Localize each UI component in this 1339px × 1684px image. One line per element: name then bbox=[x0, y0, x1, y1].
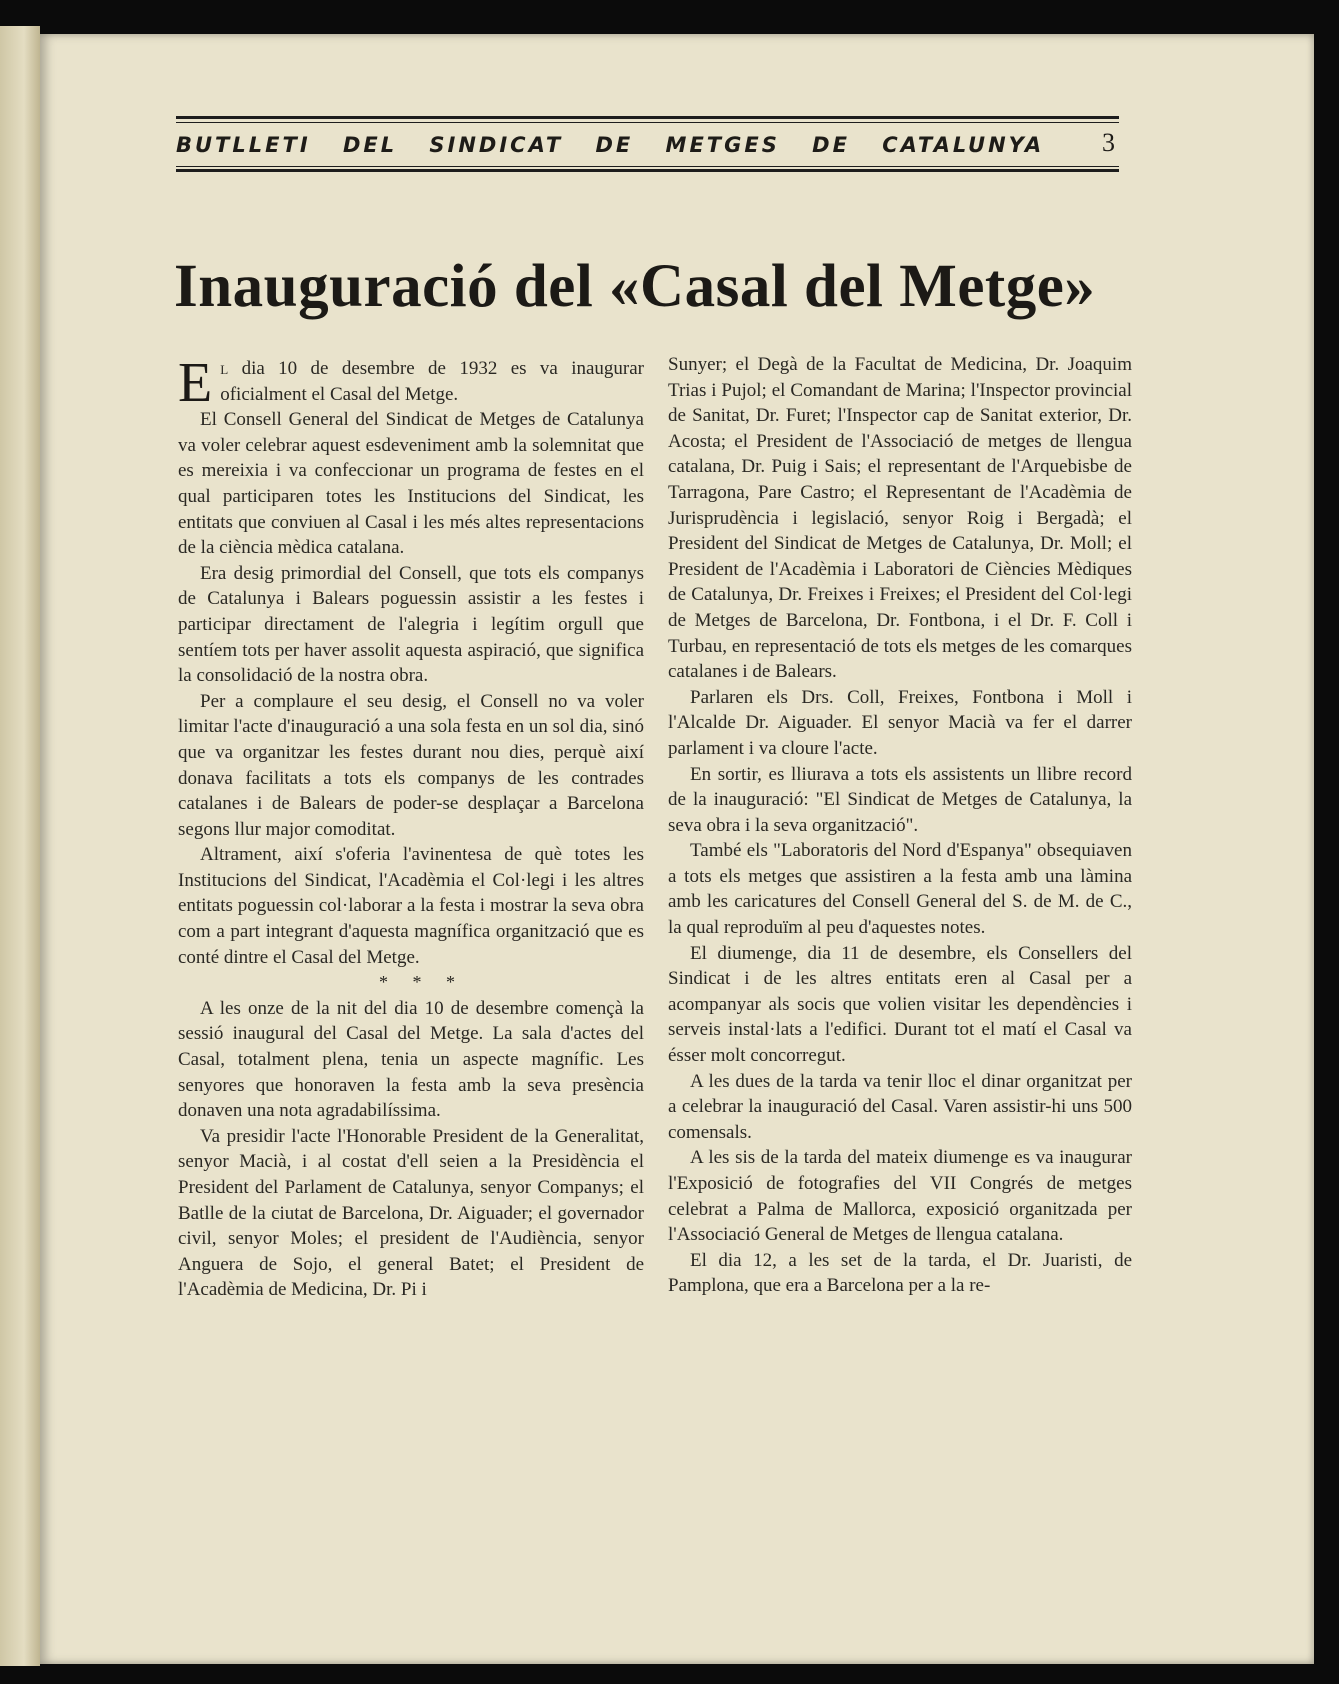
running-header bbox=[176, 116, 1119, 174]
section-separator: * * * bbox=[379, 972, 465, 993]
paragraph-text: dia 10 de desembre de 1932 es va inaugurar oficialment el Casal del Metge. bbox=[220, 358, 645, 405]
page-number: 3 bbox=[1102, 128, 1115, 157]
paragraph: El Consell General del Sindicat de Metges de Catalunya va voler celebrar aquest esdeveniment amb la solemnitat que es mereixia i va confeccionar un programa de festes en el qual participaren totes les Institucions del Sindicat, les entitats que conviuen al Casal i les més altes representacions de la ciència mèdica catalana. bbox=[178, 409, 644, 559]
text-column-left bbox=[178, 352, 645, 1303]
paragraph: Per a complaure el seu desig, el Consell no va voler limitar l'acte d'inauguració a una sola festa en un sol dia, sinó que va organitzar les festes durant nou dies, perquè així donava facilitats a tots els companys de les contrades catalanes i de Balears de poder-se desplaçar a Barcelona segons llur major comoditat. bbox=[178, 690, 644, 840]
journal-title: BUTLLETI DEL SINDICAT DE METGES DE CATALUNYA bbox=[176, 133, 1045, 157]
paragraph: A les onze de la nit del dia 10 de desembre començà la sessió inaugural del Casal del Metge. La sala d'actes del Casal, totalment plena, tenia un aspecte magnífic. Les senyores que honoraven la festa amb la seva presència donaven una nota agradabilíssima. bbox=[178, 997, 644, 1122]
paragraph: El dia 12, a les set de la tarda, el Dr. Juaristi, de Pamplona, que era a Barcelona per a la re- bbox=[668, 1249, 1132, 1297]
paragraph bbox=[178, 352, 645, 414]
paragraph: A les dues de la tarda va tenir lloc el dinar organitzat per a celebrar la inauguració del Casal. Varen assistir-hi uns 500 comensals. bbox=[668, 1070, 1132, 1143]
header-rule bbox=[176, 122, 1119, 123]
adjacent-page-edge bbox=[0, 26, 40, 1666]
header-rule bbox=[176, 169, 1119, 172]
paragraph: Va presidir l'acte l'Honorable President de la Generalitat, senyor Macià, i al costat d'ell seien a la Presidència el President del Parlament de Catalunya, senyor Companys; el Batlle de la ciutat de Barcelona, Dr. Aiguader; el governador civil, senyor Moles; el president de l'Audiència, senyor Anguera de Sojo, el general Batet; el President de l'Acadèmia de Medicina, Dr. Pi i bbox=[178, 1125, 644, 1301]
text-column-right bbox=[668, 352, 1132, 1299]
header-rule bbox=[176, 166, 1119, 167]
paragraph: Parlaren els Drs. Coll, Freixes, Fontbona i Moll i l'Alcalde Dr. Aiguader. El senyor Macià va fer el darrer parlament i va cloure l'acte. bbox=[668, 686, 1132, 759]
paragraph: Altrament, així s'oferia l'avinentesa de què totes les Institucions del Sindicat, l'Acadèmia el Col·legi i les altres entitats poguessin col·laborar a la festa i mostrar la seva obra com a part integrant d'aquesta magnífica organització que es conté dintre el Casal del Metge. bbox=[178, 844, 644, 968]
paragraph: Sunyer; el Degà de la Facultat de Medicina, Dr. Joaquim Trias i Pujol; el Comandant de Marina; l'Inspector provincial de Sanitat, Dr. Furet; l'Inspector cap de Sanitat exterior, Dr. Acosta; el President de l'Associació de metges de llengua catalana, Dr. Puig i Sais; el representant de l'Arquebisbe de Tarragona, Pare Castro; el Representant de l'Acadèmia de Jurisprudència i legislació, senyor Roig i Bergadà; el President del Sindicat de Metges de Catalunya, Dr. Moll; el President de l'Acadèmia i Laboratori de Ciències Mèdiques de Catalunya, Dr. Freixes i Freixes; el President del Col·legi de Metges de Barcelona, Dr. Fontbona, i el Dr. F. Coll i Turbau, en representació de tots els metges de les comarques catalanes i de Balears. bbox=[668, 354, 1132, 683]
header-rule bbox=[176, 116, 1119, 119]
paragraph: Era desig primordial del Consell, que tots els companys de Catalunya i Balears poguessin assistir a les festes i participar directament de l'alegria i legítim orgull que sentíem tots per haver assolit aquesta aspiració, que significa la consolidació de la nostra obra. bbox=[178, 562, 644, 687]
article-title: Inauguració del «Casal del Metge» bbox=[174, 253, 1096, 320]
paragraph: El diumenge, dia 11 de desembre, els Consellers del Sindicat i de les altres entitats eren al Casal per a acompanyar als socis que volien visitar les dependències i serveis instal·lats a l'edifici. Durant tot el matí el Casal va ésser molt concorregut. bbox=[668, 942, 1132, 1067]
paragraph: També els "Laboratoris del Nord d'Espanya" obsequiaven a tots els metges que assistiren a la festa amb una làmina amb les caricatures del Consell General del S. de M. de C., la qual reproduïm al peu d'aquestes notes. bbox=[668, 840, 1132, 939]
paragraph: En sortir, es lliurava a tots els assistents un llibre record de la inauguració: "El Sindicat de Metges de Catalunya, la seva obra i la seva organització". bbox=[668, 763, 1132, 836]
drop-cap: E bbox=[178, 352, 213, 414]
opening-words: l bbox=[220, 358, 229, 379]
paragraph: A les sis de la tarda del mateix diumenge es va inaugurar l'Exposició de fotografies del VII Congrés de metges celebrat a Palma de Mallorca, exposició organitzada per l'Associació General de Metges de llengua catalana. bbox=[668, 1147, 1132, 1246]
